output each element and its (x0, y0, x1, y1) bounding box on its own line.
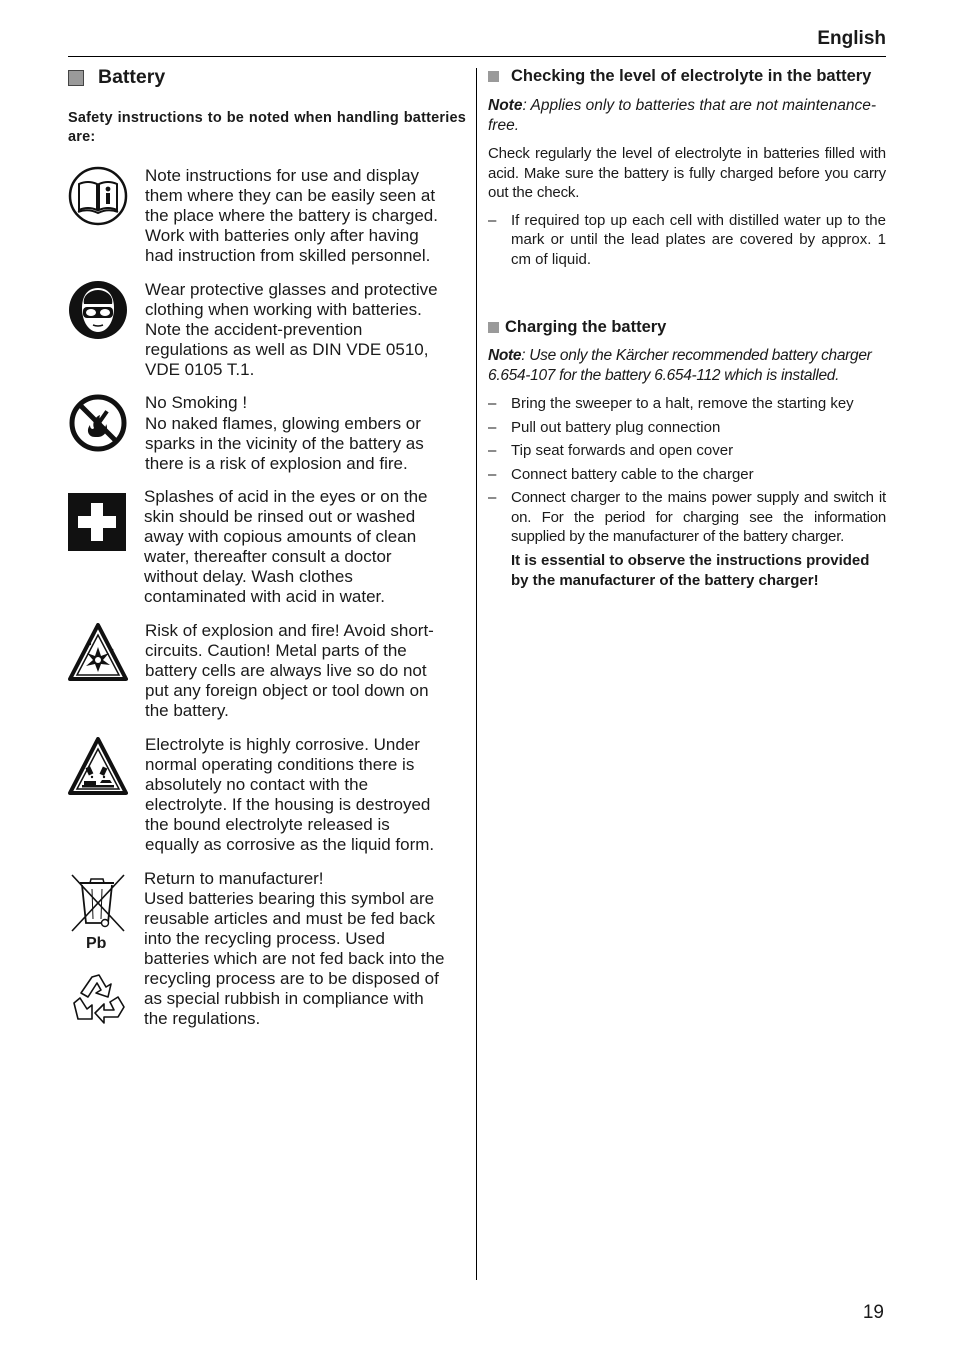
safety-text: Wear protective glasses and protective clothing when working with batteries. Note the accident-prevention regulations as well as DIN VDE 0510, VDE 0105 T.1. (145, 280, 438, 379)
safety-text: Electrolyte is highly corrosive. Under normal operating conditions there is absolutely no contact with the electrolyte. If the housing is destroyed the bound electrolyte released is equally as corrosive as the liquid form. (145, 735, 435, 854)
electrolyte-section (488, 66, 886, 269)
list-item: – Tip seat forwards and open cover (488, 442, 734, 459)
page-number: 19 (862, 1302, 884, 1323)
electrolyte-heading: Checking the level of electrolyte in the battery (488, 66, 886, 87)
list-item: – Bring the sweeper to a halt, remove the starting key (488, 395, 854, 412)
section-square-icon (68, 70, 84, 86)
corrosive-warning-icon (68, 737, 128, 800)
electrolyte-note: Note: Applies only to batteries that are not maintenance-free. (488, 97, 877, 134)
safety-text: Splashes of acid in the eyes or on the skin should be rinsed out or washed away with copious amounts of clean water, thereafter consult a doctor without delay. Wash clothes contaminated with acid in water. (144, 487, 428, 606)
battery-title: Battery (98, 66, 166, 88)
goggles-protection-icon (68, 280, 128, 345)
crossed-bin-icon (68, 871, 128, 940)
explosion-warning-icon (68, 623, 128, 686)
electrolyte-paragraph: Check regularly the level of electrolyte in batteries filled with acid. Make sure the battery is fully charged before you carry out the check. (488, 145, 886, 201)
charger-warning: It is essential to observe the instructions provided by the manufacturer of the battery charger! (511, 551, 870, 589)
list-item: – Connect charger to the mains power supply and switch it on. For the period for charging see the information supplied by the manufacturer of the battery charger. (488, 489, 886, 545)
safety-intro: Safety instructions to be noted when handling batteries are: (68, 110, 466, 145)
list-item: – Pull out battery plug connection (488, 418, 721, 436)
manual-info-icon (68, 166, 128, 231)
list-item: – Connect battery cable to the charger (488, 465, 754, 483)
safety-text: Return to manufacturer! Used batteries bearing this symbol are reusable articles and must be fed back into the recycling process. Used batteries which are not fed back into the recycling process are to be disposed of as special rubbish in compliance with the regulations. (144, 869, 445, 1028)
language-label: English (817, 28, 886, 49)
section-square-icon (488, 322, 499, 333)
safety-text: No Smoking ! No naked flames, glowing embers or sparks in the vicinity of the battery as there is a risk of explosion and fire. (145, 393, 424, 473)
list-item: – If required top up each cell with distilled water up to the mark or until the lead plates are covered by approx. 1 cm of liquid. (488, 211, 886, 268)
charging-steps (488, 394, 886, 591)
charging-heading: Charging the battery (488, 317, 886, 338)
recycling-icon (68, 967, 128, 1032)
charging-note: Note: Use only the Kärcher recommended battery charger 6.654-107 for the battery 6.654-112 which is installed. (488, 347, 872, 384)
no-smoking-icon (68, 393, 128, 458)
safety-text: Risk of explosion and fire! Avoid short- circuits. Caution! Metal parts of the battery cells are always live so do not put any foreign object or tool down on the battery. (145, 621, 434, 720)
first-aid-cross-icon (68, 493, 128, 556)
charging-section (488, 317, 886, 591)
section-square-icon (488, 71, 499, 82)
safety-text: Note instructions for use and display them where they can be easily seen at the place where the battery is charged. Work with batteries only after having had instruction from skilled personnel. (145, 166, 438, 265)
header-rule (68, 56, 886, 57)
column-divider (476, 68, 477, 1280)
pb-label: Pb (86, 935, 107, 952)
battery-heading (68, 66, 165, 89)
